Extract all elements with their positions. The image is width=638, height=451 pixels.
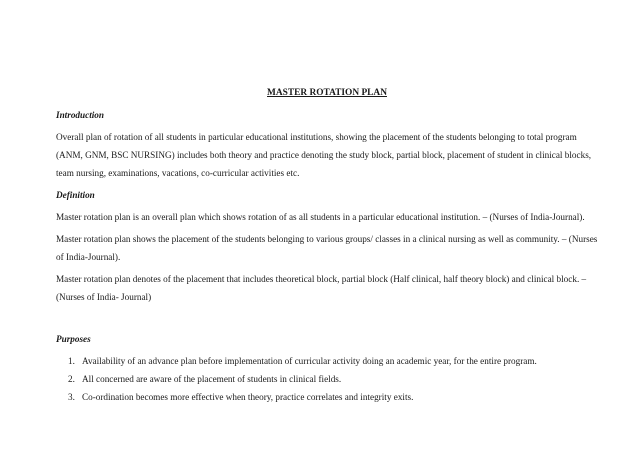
purposes-list	[56, 352, 598, 406]
list-item-text: Co-ordination becomes more effective when theory, practice correlates and integrity exits.	[82, 392, 414, 402]
list-item-text: Availability of an advance plan before implementation of curricular activity doing an academic year, for the entire program.	[82, 356, 537, 366]
section-spacer	[56, 310, 598, 330]
list-item	[68, 370, 598, 388]
list-item-number: 3.	[68, 392, 75, 402]
list-item-number: 2.	[68, 374, 75, 384]
list-item-number: 1.	[68, 356, 75, 366]
purposes-heading: Purposes	[56, 334, 91, 344]
document-title: MASTER ROTATION PLAN	[267, 88, 387, 98]
list-item	[68, 388, 598, 406]
list-item	[68, 352, 598, 370]
list-item-text: All concerned are aware of the placement of students in clinical fields.	[82, 374, 342, 384]
introduction-text: Overall plan of rotation of all students in particular educational institutions, showing the placement of the students belonging to total program (ANM, GNM, BSC NURSING) includes both theory and practice denoting the study block, partial block, placement of student in clinical blocks, team nursing, examinations, vacations, co-curricular activities etc.	[56, 132, 592, 178]
definition-paragraph-2: Master rotation plan shows the placement of the students belonging to various groups/ classes in a clinical nursing as well as community. – (Nurses of India-Journal).	[56, 234, 598, 262]
introduction-heading: Introduction	[56, 110, 104, 120]
definition-paragraph-1: Master rotation plan is an overall plan which shows rotation of as all students in a particular educational institution. – (Nurses of India-Journal).	[56, 212, 585, 222]
definition-heading: Definition	[56, 190, 95, 200]
definition-paragraph-3: Master rotation plan denotes of the placement that includes theoretical block, partial block (Half clinical, half theory block) and clinical block. – (Nurses of India- Journal)	[56, 274, 587, 302]
